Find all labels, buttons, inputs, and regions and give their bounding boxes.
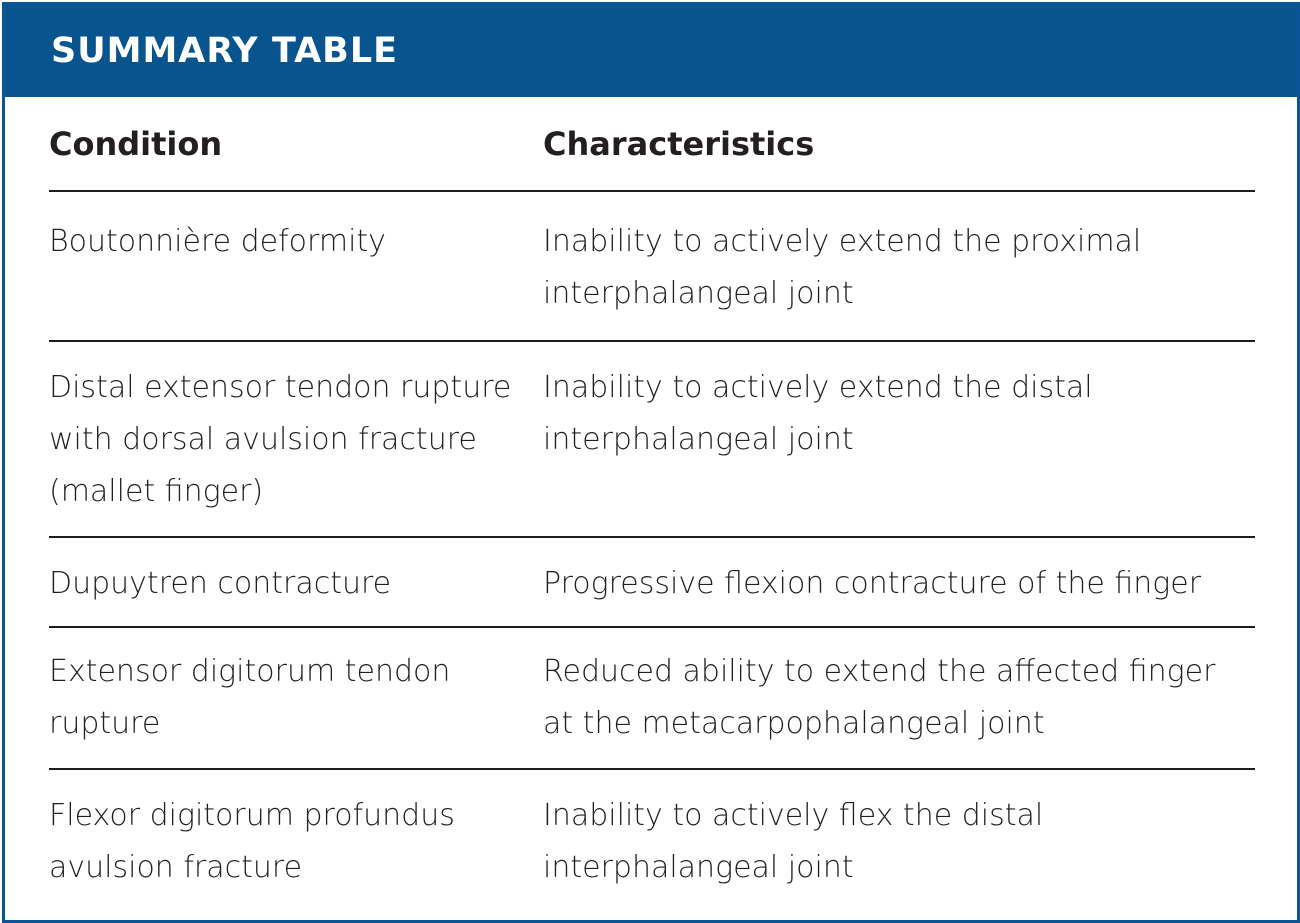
table-row: [49, 538, 1255, 628]
condition-cell: Dupuytren contracture: [49, 566, 392, 601]
condition-cell: Extensor digitorum tendon rupture: [49, 654, 451, 741]
column-header-condition: Condition: [49, 125, 223, 163]
summary-table: [49, 100, 1255, 910]
characteristics-cell: Reduced ability to extend the affected finger at the metacarpophalangeal joint: [543, 654, 1216, 741]
table-title: SUMMARY TABLE: [51, 31, 399, 71]
table-row: [49, 192, 1255, 342]
condition-cell: Distal extensor tendon rupture with dorsal avulsion fracture (mallet finger): [49, 370, 512, 509]
column-header-characteristics: Characteristics: [543, 125, 815, 163]
table-row: [49, 628, 1255, 770]
table-header-bar: [5, 5, 1297, 97]
characteristics-cell: Inability to actively extend the distal interphalangeal joint: [543, 370, 1093, 457]
characteristics-cell: Inability to actively extend the proximal interphalangeal joint: [543, 224, 1142, 311]
column-header-row: [49, 100, 1255, 192]
summary-table-box: [2, 2, 1300, 923]
table-row: [49, 342, 1255, 538]
characteristics-cell: Inability to actively flex the distal interphalangeal joint: [543, 798, 1044, 885]
table-row: [49, 770, 1255, 910]
condition-cell: Flexor digitorum profundus avulsion fracture: [49, 798, 455, 885]
condition-cell: Boutonnière deformity: [49, 224, 386, 259]
characteristics-cell: Progressive flexion contracture of the finger: [543, 566, 1202, 601]
